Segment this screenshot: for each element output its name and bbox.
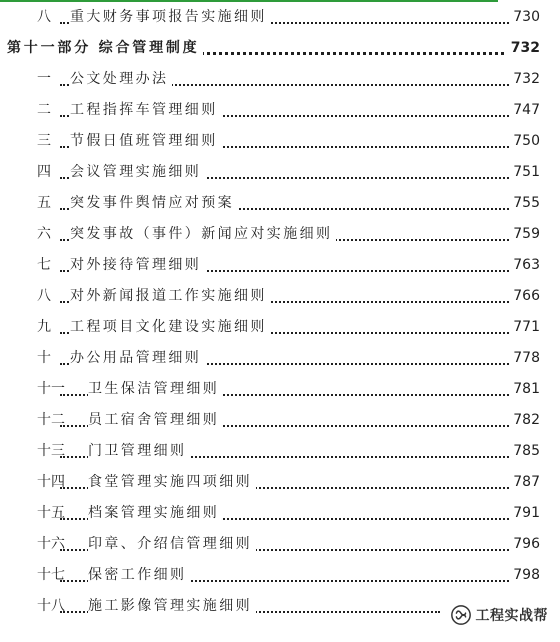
toc-row[interactable] bbox=[0, 64, 560, 95]
toc-row-title: 重大财务事项报告实施细则 bbox=[70, 7, 271, 27]
toc-row-page: 732 bbox=[507, 38, 540, 58]
toc-row[interactable] bbox=[0, 312, 560, 343]
toc-row-number: 二 bbox=[37, 102, 51, 118]
toc-part-title: 第十一部分 综合管理制度 bbox=[7, 38, 203, 58]
watermark-text: 工程实战帮 bbox=[475, 608, 548, 624]
toc-row-title: 公文处理办法 bbox=[70, 69, 172, 89]
toc-row-page: 747 bbox=[509, 100, 540, 120]
toc-row-number: 十二 bbox=[37, 412, 65, 428]
toc-row-page: 730 bbox=[509, 7, 540, 27]
toc-row[interactable] bbox=[0, 529, 560, 560]
toc-row-title: 施工影像管理实施细则 bbox=[88, 596, 256, 616]
toc-row-title: 食堂管理实施四项细则 bbox=[88, 472, 256, 492]
toc-row-number: 八 bbox=[37, 9, 51, 25]
toc-row-page: 755 bbox=[509, 193, 540, 213]
toc-row[interactable] bbox=[0, 560, 560, 591]
toc-row-title: 工程项目文化建设实施细则 bbox=[70, 317, 271, 337]
toc-row-title: 卫生保洁管理细则 bbox=[88, 379, 223, 399]
toc-row[interactable] bbox=[0, 281, 560, 312]
toc-row-number: 十八 bbox=[37, 598, 65, 614]
toc-row-page: 751 bbox=[509, 162, 540, 182]
toc-row-title: 突发事件舆情应对预案 bbox=[70, 193, 238, 213]
toc-row-page: 798 bbox=[509, 565, 540, 585]
toc-row-number: 一 bbox=[37, 71, 51, 87]
toc-row-page: 778 bbox=[509, 348, 540, 368]
toc-row[interactable] bbox=[0, 343, 560, 374]
toc-row-number: 九 bbox=[37, 319, 51, 335]
toc-row-page: 766 bbox=[509, 286, 540, 306]
toc-row[interactable] bbox=[0, 498, 560, 529]
toc-row-title: 办公用品管理细则 bbox=[70, 348, 205, 368]
toc-row-page: 732 bbox=[509, 69, 540, 89]
toc-row-page: 781 bbox=[509, 379, 540, 399]
toc-row-number: 十一 bbox=[37, 381, 65, 397]
toc-row[interactable] bbox=[0, 126, 560, 157]
toc-row-title: 员工宿舍管理细则 bbox=[88, 410, 223, 430]
toc-row[interactable] bbox=[0, 374, 560, 405]
toc-row-page: 782 bbox=[509, 410, 540, 430]
toc-row-number: 四 bbox=[37, 164, 51, 180]
toc-row-number: 十七 bbox=[37, 567, 65, 583]
toc-row-title: 档案管理实施细则 bbox=[88, 503, 223, 523]
toc-row-title: 保密工作细则 bbox=[88, 565, 190, 585]
channel-watermark bbox=[446, 600, 553, 630]
toc-row-number: 八 bbox=[37, 288, 51, 304]
toc-row-page: 750 bbox=[509, 131, 540, 151]
toc-row[interactable] bbox=[0, 157, 560, 188]
toc-row[interactable] bbox=[0, 95, 560, 126]
toc-part-heading[interactable] bbox=[0, 33, 560, 64]
toc-row-title: 工程指挥车管理细则 bbox=[70, 100, 222, 120]
toc-row-number: 十 bbox=[37, 350, 51, 366]
toc-row[interactable] bbox=[0, 2, 560, 33]
toc-row-title: 会议管理实施细则 bbox=[70, 162, 205, 182]
toc-row-page: 791 bbox=[509, 503, 540, 523]
toc-row-number: 三 bbox=[37, 133, 51, 149]
toc-row-page: 785 bbox=[509, 441, 540, 461]
toc-row-title: 对外接待管理细则 bbox=[70, 255, 205, 275]
toc-row-page: 787 bbox=[509, 472, 540, 492]
toc-row[interactable] bbox=[0, 188, 560, 219]
toc-row[interactable] bbox=[0, 405, 560, 436]
toc-row[interactable] bbox=[0, 250, 560, 281]
toc-row-page: 796 bbox=[509, 534, 540, 554]
toc-row-number: 十六 bbox=[37, 536, 65, 552]
toc-row-number: 十三 bbox=[37, 443, 65, 459]
toc-row-page: 759 bbox=[509, 224, 540, 244]
wechat-channel-icon bbox=[450, 604, 472, 626]
toc-row-number: 七 bbox=[37, 257, 51, 273]
toc-row-title: 门卫管理细则 bbox=[88, 441, 190, 461]
toc-row-number: 五 bbox=[37, 195, 51, 211]
toc-row-title: 突发事故（事件）新闻应对实施细则 bbox=[70, 224, 336, 244]
toc-row-page: 763 bbox=[509, 255, 540, 275]
toc-row-number: 六 bbox=[37, 226, 51, 242]
toc-row-title: 印章、介绍信管理细则 bbox=[88, 534, 256, 554]
toc-row-title: 对外新闻报道工作实施细则 bbox=[70, 286, 271, 306]
toc-row-number: 十五 bbox=[37, 505, 65, 521]
toc-row-title: 节假日值班管理细则 bbox=[70, 131, 222, 151]
toc-row-number: 十四 bbox=[37, 474, 65, 490]
toc-row-page: 771 bbox=[509, 317, 540, 337]
toc-row[interactable] bbox=[0, 436, 560, 467]
toc-row[interactable] bbox=[0, 467, 560, 498]
toc-row[interactable] bbox=[0, 219, 560, 250]
